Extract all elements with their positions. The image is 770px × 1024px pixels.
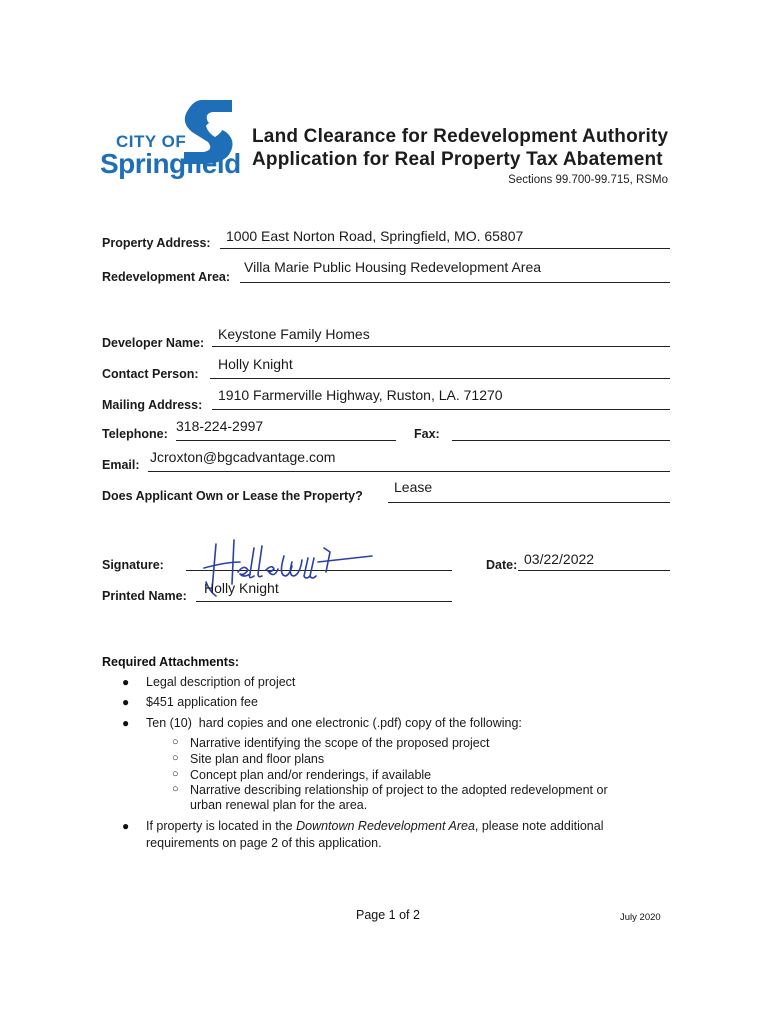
own-or-lease-line [388, 502, 670, 503]
contact-person-line [210, 378, 670, 379]
attachment-sub-item: Concept plan and/or renderings, if available [190, 768, 432, 782]
redevelopment-area-label: Redevelopment Area: [102, 270, 231, 284]
date-value[interactable]: 03/22/2022 [524, 551, 595, 567]
attachment-item: Legal description of project [146, 675, 296, 689]
attachment-item-downtown-continued: requirements on page 2 of this application. [146, 836, 382, 850]
logo-city-of-text: CITY OF [116, 132, 187, 151]
downtown-area-emphasis: Downtown Redevelopment Area [296, 819, 475, 833]
circle-bullet-icon: ○ [172, 783, 179, 795]
date-line [518, 570, 670, 571]
bullet-icon: ● [122, 819, 130, 833]
contact-person-label: Contact Person: [102, 367, 199, 381]
property-address-label: Property Address: [102, 236, 211, 250]
revision-date: July 2020 [620, 912, 661, 923]
printed-name-value[interactable]: Holly Knight [204, 580, 279, 596]
circle-bullet-icon: ○ [172, 768, 179, 780]
redevelopment-area-value[interactable]: Villa Marie Public Housing Redevelopment Area [244, 259, 542, 275]
bullet-icon: ● [122, 716, 130, 730]
document-title-line1: Land Clearance for Redevelopment Authority [252, 126, 669, 147]
signature-label: Signature: [102, 558, 164, 572]
property-address-line [220, 248, 670, 249]
downtown-note-post: , please note additional [474, 819, 604, 833]
attachment-item-downtown [146, 819, 603, 833]
attachment-item: $451 application fee [146, 695, 258, 709]
document-title-line2: Application for Real Property Tax Abatement [252, 149, 663, 170]
statute-sections: Sections 99.700-99.715, RSMo [508, 174, 668, 186]
mailing-address-value[interactable]: 1910 Farmerville Highway, Ruston, LA. 71270 [218, 387, 503, 403]
page-number: Page 1 of 2 [356, 908, 420, 922]
email-line [148, 471, 670, 472]
developer-name-value[interactable]: Keystone Family Homes [218, 326, 370, 342]
mailing-address-line [212, 409, 670, 410]
attachment-sub-item: Site plan and floor plans [190, 752, 325, 766]
logo-springfield-text: Springfield [100, 148, 241, 179]
redevelopment-area-line [240, 282, 670, 283]
circle-bullet-icon: ○ [172, 752, 179, 764]
attachment-sub-item: Narrative describing relationship of project to the adopted redevelopment or [190, 783, 608, 797]
telephone-value[interactable]: 318-224-2997 [176, 418, 264, 434]
bullet-icon: ● [122, 675, 130, 689]
own-or-lease-value[interactable]: Lease [394, 479, 433, 495]
bullet-icon: ● [122, 695, 130, 709]
fax-line [452, 440, 670, 441]
required-attachments-title: Required Attachments: [102, 655, 240, 669]
circle-bullet-icon: ○ [172, 736, 179, 748]
printed-name-label: Printed Name: [102, 589, 187, 603]
contact-person-value[interactable]: Holly Knight [218, 356, 293, 372]
telephone-label: Telephone: [102, 427, 168, 441]
developer-name-line [212, 346, 670, 347]
fax-label: Fax: [414, 427, 440, 441]
developer-name-label: Developer Name: [102, 336, 205, 350]
downtown-note-pre: If property is located in the [146, 819, 297, 833]
email-value[interactable]: Jcroxton@bgcadvantage.com [150, 449, 336, 465]
own-or-lease-label: Does Applicant Own or Lease the Property? [102, 489, 363, 503]
attachment-sub-item: Narrative identifying the scope of the proposed project [190, 736, 490, 750]
attachment-item: Ten (10) hard copies and one electronic (.pdf) copy of the following: [146, 716, 522, 730]
mailing-address-label: Mailing Address: [102, 398, 203, 412]
telephone-line [176, 440, 396, 441]
attachment-sub-item-continued: urban renewal plan for the area. [190, 798, 368, 812]
printed-name-line [196, 601, 452, 602]
date-label: Date: [486, 558, 518, 572]
property-address-value[interactable]: 1000 East Norton Road, Springfield, MO. 65807 [226, 228, 524, 244]
email-label: Email: [102, 458, 140, 472]
